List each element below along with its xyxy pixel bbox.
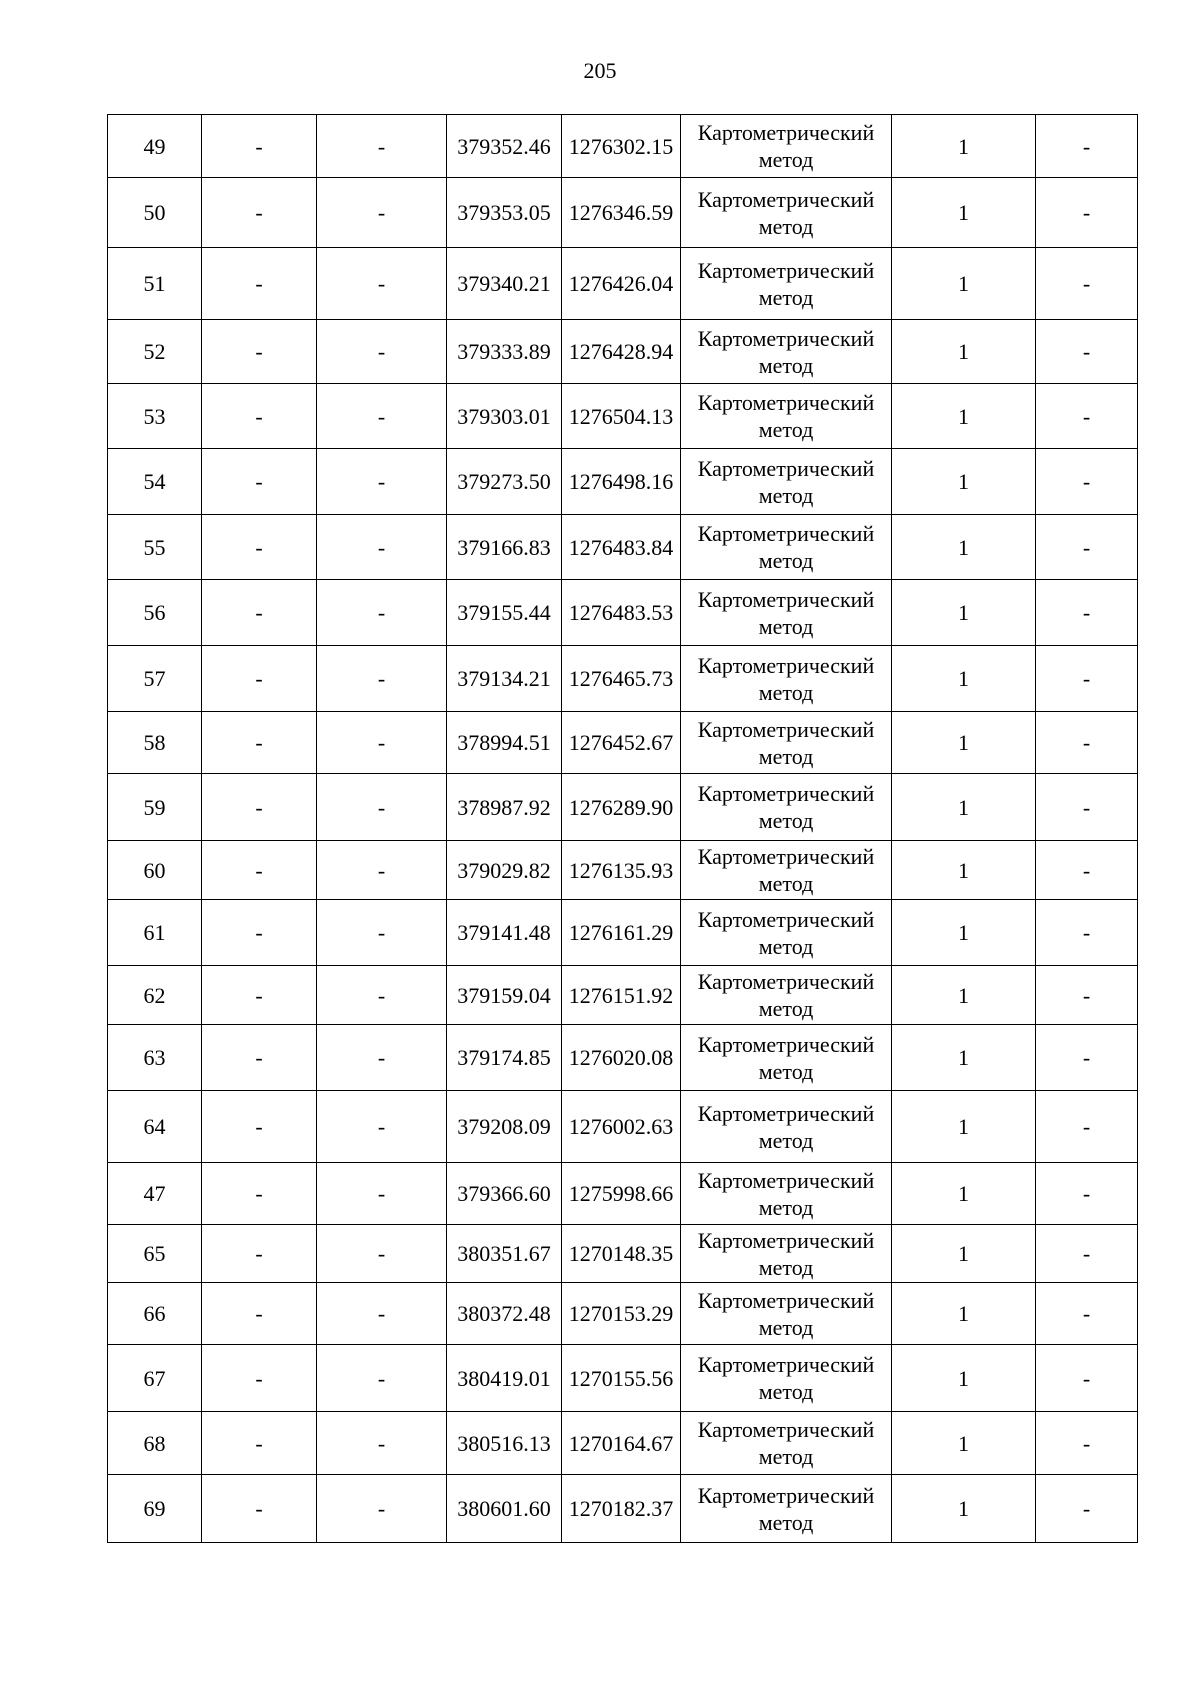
dash-cell: - bbox=[317, 178, 447, 248]
method-cell: Картометрический метод bbox=[681, 178, 892, 248]
dash-cell: - bbox=[202, 515, 317, 580]
dash-cell: - bbox=[1036, 1412, 1138, 1475]
dash-cell: - bbox=[1036, 115, 1138, 178]
point-number-cell: 64 bbox=[108, 1091, 202, 1163]
coordinate-y-cell: 1270164.67 bbox=[562, 1412, 681, 1475]
method-cell: Картометрический метод bbox=[681, 115, 892, 178]
dash-cell: - bbox=[317, 320, 447, 384]
table-row bbox=[108, 774, 1138, 841]
coordinate-y-cell: 1276346.59 bbox=[562, 178, 681, 248]
point-number-cell: 63 bbox=[108, 1025, 202, 1091]
method-cell: Картометрический метод bbox=[681, 1345, 892, 1412]
coordinate-x-cell: 379159.04 bbox=[447, 966, 562, 1025]
coordinate-x-cell: 379208.09 bbox=[447, 1091, 562, 1163]
accuracy-cell: 1 bbox=[892, 712, 1036, 774]
dash-cell: - bbox=[317, 966, 447, 1025]
table-row bbox=[108, 1412, 1138, 1475]
dash-cell: - bbox=[1036, 1283, 1138, 1345]
coordinate-y-cell: 1276289.90 bbox=[562, 774, 681, 841]
point-number-cell: 59 bbox=[108, 774, 202, 841]
point-number-cell: 60 bbox=[108, 841, 202, 900]
method-cell: Картометрический метод bbox=[681, 774, 892, 841]
coordinate-y-cell: 1276498.16 bbox=[562, 449, 681, 515]
method-cell: Картометрический метод bbox=[681, 449, 892, 515]
method-cell: Картометрический метод bbox=[681, 580, 892, 646]
dash-cell: - bbox=[1036, 1225, 1138, 1283]
accuracy-cell: 1 bbox=[892, 966, 1036, 1025]
accuracy-cell: 1 bbox=[892, 1475, 1036, 1543]
coordinates-table bbox=[107, 114, 1138, 1543]
coordinate-y-cell: 1275998.66 bbox=[562, 1163, 681, 1225]
dash-cell: - bbox=[1036, 178, 1138, 248]
accuracy-cell: 1 bbox=[892, 1091, 1036, 1163]
method-cell: Картометрический метод bbox=[681, 646, 892, 712]
dash-cell: - bbox=[202, 646, 317, 712]
dash-cell: - bbox=[317, 384, 447, 449]
coordinate-y-cell: 1276428.94 bbox=[562, 320, 681, 384]
table-body bbox=[108, 115, 1138, 1543]
coordinate-y-cell: 1276020.08 bbox=[562, 1025, 681, 1091]
coordinate-y-cell: 1276135.93 bbox=[562, 841, 681, 900]
dash-cell: - bbox=[1036, 841, 1138, 900]
table-row bbox=[108, 646, 1138, 712]
table-row bbox=[108, 1283, 1138, 1345]
accuracy-cell: 1 bbox=[892, 841, 1036, 900]
coordinate-x-cell: 379333.89 bbox=[447, 320, 562, 384]
accuracy-cell: 1 bbox=[892, 1163, 1036, 1225]
dash-cell: - bbox=[202, 248, 317, 320]
coordinate-y-cell: 1270155.56 bbox=[562, 1345, 681, 1412]
point-number-cell: 55 bbox=[108, 515, 202, 580]
coordinate-x-cell: 380601.60 bbox=[447, 1475, 562, 1543]
dash-cell: - bbox=[1036, 515, 1138, 580]
coordinate-x-cell: 379174.85 bbox=[447, 1025, 562, 1091]
dash-cell: - bbox=[1036, 1475, 1138, 1543]
dash-cell: - bbox=[202, 449, 317, 515]
dash-cell: - bbox=[202, 1025, 317, 1091]
method-cell: Картометрический метод bbox=[681, 712, 892, 774]
coordinate-x-cell: 379353.05 bbox=[447, 178, 562, 248]
coordinate-x-cell: 380372.48 bbox=[447, 1283, 562, 1345]
dash-cell: - bbox=[317, 115, 447, 178]
coordinate-y-cell: 1270148.35 bbox=[562, 1225, 681, 1283]
dash-cell: - bbox=[317, 712, 447, 774]
page-number: 205 bbox=[583, 58, 617, 83]
point-number-cell: 53 bbox=[108, 384, 202, 449]
accuracy-cell: 1 bbox=[892, 1345, 1036, 1412]
dash-cell: - bbox=[202, 320, 317, 384]
point-number-cell: 57 bbox=[108, 646, 202, 712]
point-number-cell: 66 bbox=[108, 1283, 202, 1345]
dash-cell: - bbox=[202, 1345, 317, 1412]
coordinate-y-cell: 1270182.37 bbox=[562, 1475, 681, 1543]
dash-cell: - bbox=[1036, 449, 1138, 515]
point-number-cell: 49 bbox=[108, 115, 202, 178]
table-row bbox=[108, 1025, 1138, 1091]
point-number-cell: 65 bbox=[108, 1225, 202, 1283]
table-row bbox=[108, 449, 1138, 515]
table-row bbox=[108, 580, 1138, 646]
coordinate-y-cell: 1276483.84 bbox=[562, 515, 681, 580]
dash-cell: - bbox=[1036, 966, 1138, 1025]
accuracy-cell: 1 bbox=[892, 646, 1036, 712]
table-row bbox=[108, 1163, 1138, 1225]
accuracy-cell: 1 bbox=[892, 515, 1036, 580]
coordinate-x-cell: 379029.82 bbox=[447, 841, 562, 900]
table-row bbox=[108, 178, 1138, 248]
dash-cell: - bbox=[317, 449, 447, 515]
method-cell: Картометрический метод bbox=[681, 384, 892, 449]
accuracy-cell: 1 bbox=[892, 115, 1036, 178]
method-cell: Картометрический метод bbox=[681, 966, 892, 1025]
table-row bbox=[108, 1345, 1138, 1412]
method-cell: Картометрический метод bbox=[681, 248, 892, 320]
dash-cell: - bbox=[1036, 712, 1138, 774]
coordinate-x-cell: 379340.21 bbox=[447, 248, 562, 320]
table-row bbox=[108, 115, 1138, 178]
point-number-cell: 52 bbox=[108, 320, 202, 384]
table-row bbox=[108, 712, 1138, 774]
table-row bbox=[108, 841, 1138, 900]
coordinate-y-cell: 1276426.04 bbox=[562, 248, 681, 320]
accuracy-cell: 1 bbox=[892, 580, 1036, 646]
dash-cell: - bbox=[1036, 1345, 1138, 1412]
method-cell: Картометрический метод bbox=[681, 1412, 892, 1475]
accuracy-cell: 1 bbox=[892, 449, 1036, 515]
dash-cell: - bbox=[1036, 320, 1138, 384]
method-cell: Картометрический метод bbox=[681, 515, 892, 580]
dash-cell: - bbox=[317, 248, 447, 320]
method-cell: Картометрический метод bbox=[681, 320, 892, 384]
dash-cell: - bbox=[317, 900, 447, 966]
coordinate-y-cell: 1276504.13 bbox=[562, 384, 681, 449]
coordinate-y-cell: 1276002.63 bbox=[562, 1091, 681, 1163]
dash-cell: - bbox=[317, 1283, 447, 1345]
point-number-cell: 51 bbox=[108, 248, 202, 320]
coordinate-x-cell: 379155.44 bbox=[447, 580, 562, 646]
dash-cell: - bbox=[317, 1475, 447, 1543]
dash-cell: - bbox=[317, 841, 447, 900]
point-number-cell: 69 bbox=[108, 1475, 202, 1543]
dash-cell: - bbox=[317, 1025, 447, 1091]
method-cell: Картометрический метод bbox=[681, 900, 892, 966]
dash-cell: - bbox=[202, 841, 317, 900]
point-number-cell: 67 bbox=[108, 1345, 202, 1412]
point-number-cell: 58 bbox=[108, 712, 202, 774]
table-row bbox=[108, 248, 1138, 320]
table-row bbox=[108, 1091, 1138, 1163]
dash-cell: - bbox=[1036, 1091, 1138, 1163]
coordinate-x-cell: 379366.60 bbox=[447, 1163, 562, 1225]
dash-cell: - bbox=[1036, 384, 1138, 449]
dash-cell: - bbox=[202, 1163, 317, 1225]
coordinate-x-cell: 379134.21 bbox=[447, 646, 562, 712]
dash-cell: - bbox=[1036, 1025, 1138, 1091]
point-number-cell: 50 bbox=[108, 178, 202, 248]
dash-cell: - bbox=[202, 178, 317, 248]
coordinate-y-cell: 1276151.92 bbox=[562, 966, 681, 1025]
accuracy-cell: 1 bbox=[892, 384, 1036, 449]
point-number-cell: 56 bbox=[108, 580, 202, 646]
point-number-cell: 61 bbox=[108, 900, 202, 966]
dash-cell: - bbox=[202, 115, 317, 178]
method-cell: Картометрический метод bbox=[681, 1163, 892, 1225]
coordinate-x-cell: 379141.48 bbox=[447, 900, 562, 966]
coordinate-y-cell: 1276483.53 bbox=[562, 580, 681, 646]
accuracy-cell: 1 bbox=[892, 1025, 1036, 1091]
coordinate-y-cell: 1270153.29 bbox=[562, 1283, 681, 1345]
dash-cell: - bbox=[202, 1283, 317, 1345]
method-cell: Картометрический метод bbox=[681, 841, 892, 900]
dash-cell: - bbox=[1036, 774, 1138, 841]
method-cell: Картометрический метод bbox=[681, 1475, 892, 1543]
point-number-cell: 62 bbox=[108, 966, 202, 1025]
accuracy-cell: 1 bbox=[892, 900, 1036, 966]
coordinate-x-cell: 380351.67 bbox=[447, 1225, 562, 1283]
coordinate-x-cell: 379352.46 bbox=[447, 115, 562, 178]
accuracy-cell: 1 bbox=[892, 1283, 1036, 1345]
dash-cell: - bbox=[317, 515, 447, 580]
table-row bbox=[108, 1475, 1138, 1543]
method-cell: Картометрический метод bbox=[681, 1091, 892, 1163]
coordinate-x-cell: 379273.50 bbox=[447, 449, 562, 515]
dash-cell: - bbox=[202, 1412, 317, 1475]
dash-cell: - bbox=[317, 580, 447, 646]
coordinate-y-cell: 1276302.15 bbox=[562, 115, 681, 178]
method-cell: Картометрический метод bbox=[681, 1025, 892, 1091]
accuracy-cell: 1 bbox=[892, 178, 1036, 248]
coordinate-x-cell: 379303.01 bbox=[447, 384, 562, 449]
table-row bbox=[108, 320, 1138, 384]
accuracy-cell: 1 bbox=[892, 774, 1036, 841]
dash-cell: - bbox=[317, 1345, 447, 1412]
dash-cell: - bbox=[202, 1091, 317, 1163]
dash-cell: - bbox=[202, 900, 317, 966]
coordinate-y-cell: 1276161.29 bbox=[562, 900, 681, 966]
dash-cell: - bbox=[317, 1412, 447, 1475]
coordinate-y-cell: 1276465.73 bbox=[562, 646, 681, 712]
accuracy-cell: 1 bbox=[892, 1225, 1036, 1283]
dash-cell: - bbox=[202, 1225, 317, 1283]
coordinate-x-cell: 378987.92 bbox=[447, 774, 562, 841]
accuracy-cell: 1 bbox=[892, 248, 1036, 320]
accuracy-cell: 1 bbox=[892, 1412, 1036, 1475]
accuracy-cell: 1 bbox=[892, 320, 1036, 384]
dash-cell: - bbox=[1036, 1163, 1138, 1225]
dash-cell: - bbox=[317, 774, 447, 841]
coordinate-x-cell: 380419.01 bbox=[447, 1345, 562, 1412]
table-row bbox=[108, 384, 1138, 449]
point-number-cell: 47 bbox=[108, 1163, 202, 1225]
dash-cell: - bbox=[1036, 580, 1138, 646]
dash-cell: - bbox=[1036, 248, 1138, 320]
table-row bbox=[108, 900, 1138, 966]
dash-cell: - bbox=[317, 1225, 447, 1283]
dash-cell: - bbox=[317, 646, 447, 712]
method-cell: Картометрический метод bbox=[681, 1283, 892, 1345]
point-number-cell: 68 bbox=[108, 1412, 202, 1475]
dash-cell: - bbox=[1036, 900, 1138, 966]
table-row bbox=[108, 515, 1138, 580]
dash-cell: - bbox=[202, 384, 317, 449]
dash-cell: - bbox=[202, 712, 317, 774]
dash-cell: - bbox=[317, 1163, 447, 1225]
table-row bbox=[108, 966, 1138, 1025]
dash-cell: - bbox=[202, 774, 317, 841]
dash-cell: - bbox=[1036, 646, 1138, 712]
coordinate-x-cell: 380516.13 bbox=[447, 1412, 562, 1475]
dash-cell: - bbox=[202, 1475, 317, 1543]
dash-cell: - bbox=[202, 580, 317, 646]
coordinate-x-cell: 378994.51 bbox=[447, 712, 562, 774]
coordinate-y-cell: 1276452.67 bbox=[562, 712, 681, 774]
dash-cell: - bbox=[317, 1091, 447, 1163]
dash-cell: - bbox=[202, 966, 317, 1025]
point-number-cell: 54 bbox=[108, 449, 202, 515]
coordinate-x-cell: 379166.83 bbox=[447, 515, 562, 580]
method-cell: Картометрический метод bbox=[681, 1225, 892, 1283]
table-row bbox=[108, 1225, 1138, 1283]
